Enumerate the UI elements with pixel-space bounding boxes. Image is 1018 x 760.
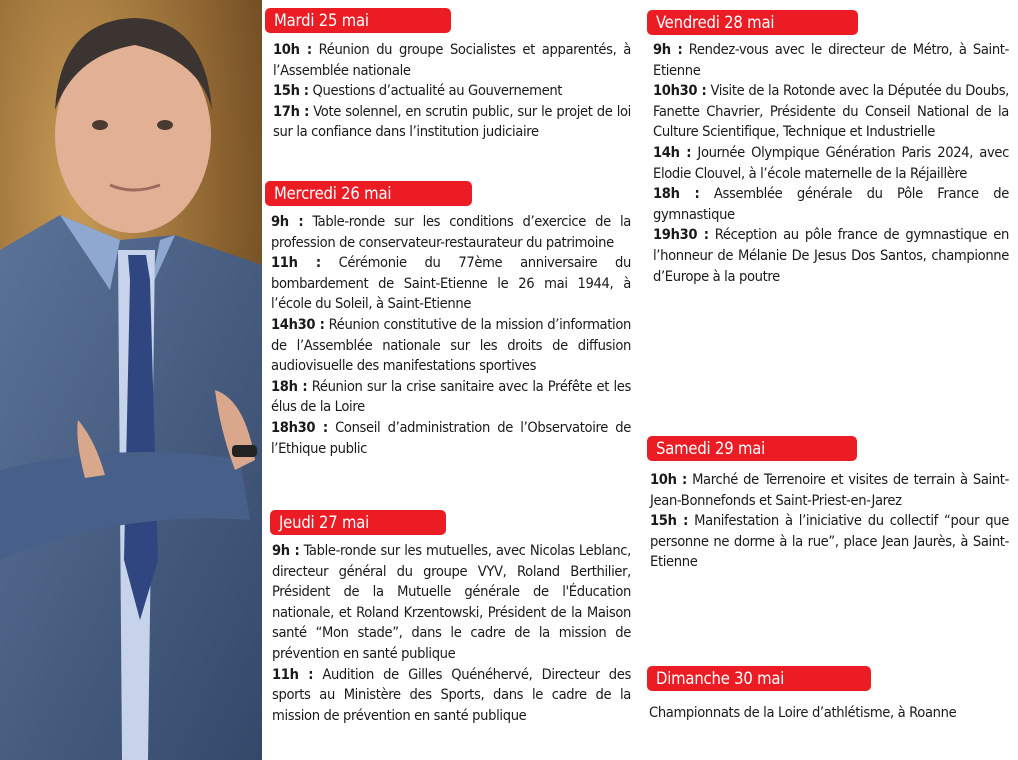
day-header-jeudi: Jeudi 27 mai <box>270 510 446 535</box>
day-events-jeudi <box>272 541 631 726</box>
event-item <box>273 40 631 81</box>
event-item <box>272 665 631 727</box>
day-header-vendredi: Vendredi 28 mai <box>647 10 858 35</box>
event-item <box>653 143 1009 184</box>
event-item <box>273 102 631 143</box>
event-item <box>649 703 1009 724</box>
event-text: Questions d’actualité au Gouvernement <box>312 82 563 100</box>
event-time: 9h : <box>271 213 304 230</box>
event-text: Réunion sur la crise sanitaire avec la Préfête et les élus de la Loire <box>271 377 631 416</box>
event-item <box>271 418 631 459</box>
event-time: 9h : <box>653 41 683 58</box>
event-time: 18h : <box>653 185 700 203</box>
event-item <box>653 40 1009 81</box>
event-text: Journée Olympique Génération Paris 2024, avec Elodie Clouvel, à l’école maternelle de la Réjaillère <box>653 143 1009 182</box>
event-text: Réunion constitutive de la mission d’information de l’Assemblée nationale sur les droits de diffusion audiovisuelle des manifestations sportives <box>271 315 631 375</box>
event-time: 17h : <box>273 102 310 120</box>
event-text: Conseil d’administration de l’Observatoire de l’Ethique public <box>271 418 631 457</box>
event-item <box>271 377 631 418</box>
event-text: Audition de Gilles Quénéhervé, Directeur des sports au Ministère des Sports, dans le cadre de la mission de prévention en santé publique <box>272 665 631 724</box>
event-time: 14h30 : <box>271 315 325 333</box>
event-item <box>650 470 1009 511</box>
event-time: 11h : <box>272 665 314 683</box>
event-item <box>653 184 1009 225</box>
day-events-mardi <box>273 40 631 143</box>
event-time: 10h : <box>273 41 312 58</box>
day-events-samedi <box>650 470 1009 573</box>
event-text: Championnats de la Loire d’athlétisme, à Roanne <box>649 704 957 721</box>
event-time: 9h : <box>272 542 300 559</box>
event-text: Réception au pôle france de gymnastique en l’honneur de Mélanie De Jesus Dos Santos, championne d’Europe à la poutre <box>653 226 1009 285</box>
day-events-vendredi <box>653 40 1009 287</box>
event-time: 14h : <box>653 143 692 161</box>
day-header-dimanche: Dimanche 30 mai <box>647 666 871 691</box>
event-time: 18h30 : <box>271 418 328 436</box>
event-time: 11h : <box>271 254 321 272</box>
event-text: Table-ronde sur les conditions d’exercice de la profession de conservateur-restaurateur du patrimoine <box>271 213 631 251</box>
event-item <box>271 212 631 253</box>
event-text: Table-ronde sur les mutuelles, avec Nicolas Leblanc, directeur général du groupe VYV, Roland Berthilier, Président de la Mutuelle générale de l'Éducation nationale, et Roland Krzentowski, Président de la Maison santé “Mon stade”, dans le cadre de la mission de prévention en santé publique <box>272 542 631 662</box>
day-header-mardi: Mardi 25 mai <box>265 8 451 33</box>
event-item <box>653 225 1009 287</box>
day-events-mercredi <box>271 212 631 459</box>
event-text: Rendez-vous avec le directeur de Métro, à Saint-Etienne <box>653 41 1009 79</box>
event-item <box>650 511 1009 573</box>
portrait-illustration <box>0 0 262 760</box>
event-time: 19h30 : <box>653 226 709 244</box>
event-text: Vote solennel, en scrutin public, sur le projet de loi sur la confiance dans l’institution judiciaire <box>273 102 631 141</box>
event-text: Cérémonie du 77ème anniversaire du bombardement de Saint-Etienne le 26 mai 1944, à l’école du Soleil, à Saint-Etienne <box>271 254 631 313</box>
event-text: Manifestation à l’iniciative du collectif “pour que personne ne dorme à la rue”, place Jean Jaurès, à Saint-Etienne <box>650 512 1009 571</box>
day-header-mercredi: Mercredi 26 mai <box>265 181 472 206</box>
event-text: Réunion du groupe Socialistes et apparentés, à l’Assemblée nationale <box>273 41 631 79</box>
event-time: 15h : <box>650 512 689 530</box>
event-item <box>273 81 631 102</box>
event-time: 15h : <box>273 82 309 100</box>
event-time: 10h : <box>650 471 687 488</box>
portrait-photo <box>0 0 262 760</box>
event-text: Marché de Terrenoire et visites de terrain à Saint-Jean-Bonnefonds et Saint-Priest-en-Jarez <box>650 471 1009 509</box>
day-header-samedi: Samedi 29 mai <box>647 436 857 461</box>
event-item <box>653 81 1009 143</box>
event-text: Visite de la Rotonde avec la Députée du Doubs, Fanette Chavrier, Présidente du Conseil National de la Culture Scientifique, Technique et Industrielle <box>653 82 1010 141</box>
event-time: 18h : <box>271 377 308 395</box>
day-events-dimanche <box>649 703 1009 724</box>
event-text: Assemblée générale du Pôle France de gymnastique <box>653 185 1009 223</box>
event-item <box>271 253 631 315</box>
event-item <box>271 315 631 377</box>
event-item <box>272 541 631 665</box>
event-time: 10h30 : <box>653 82 707 100</box>
